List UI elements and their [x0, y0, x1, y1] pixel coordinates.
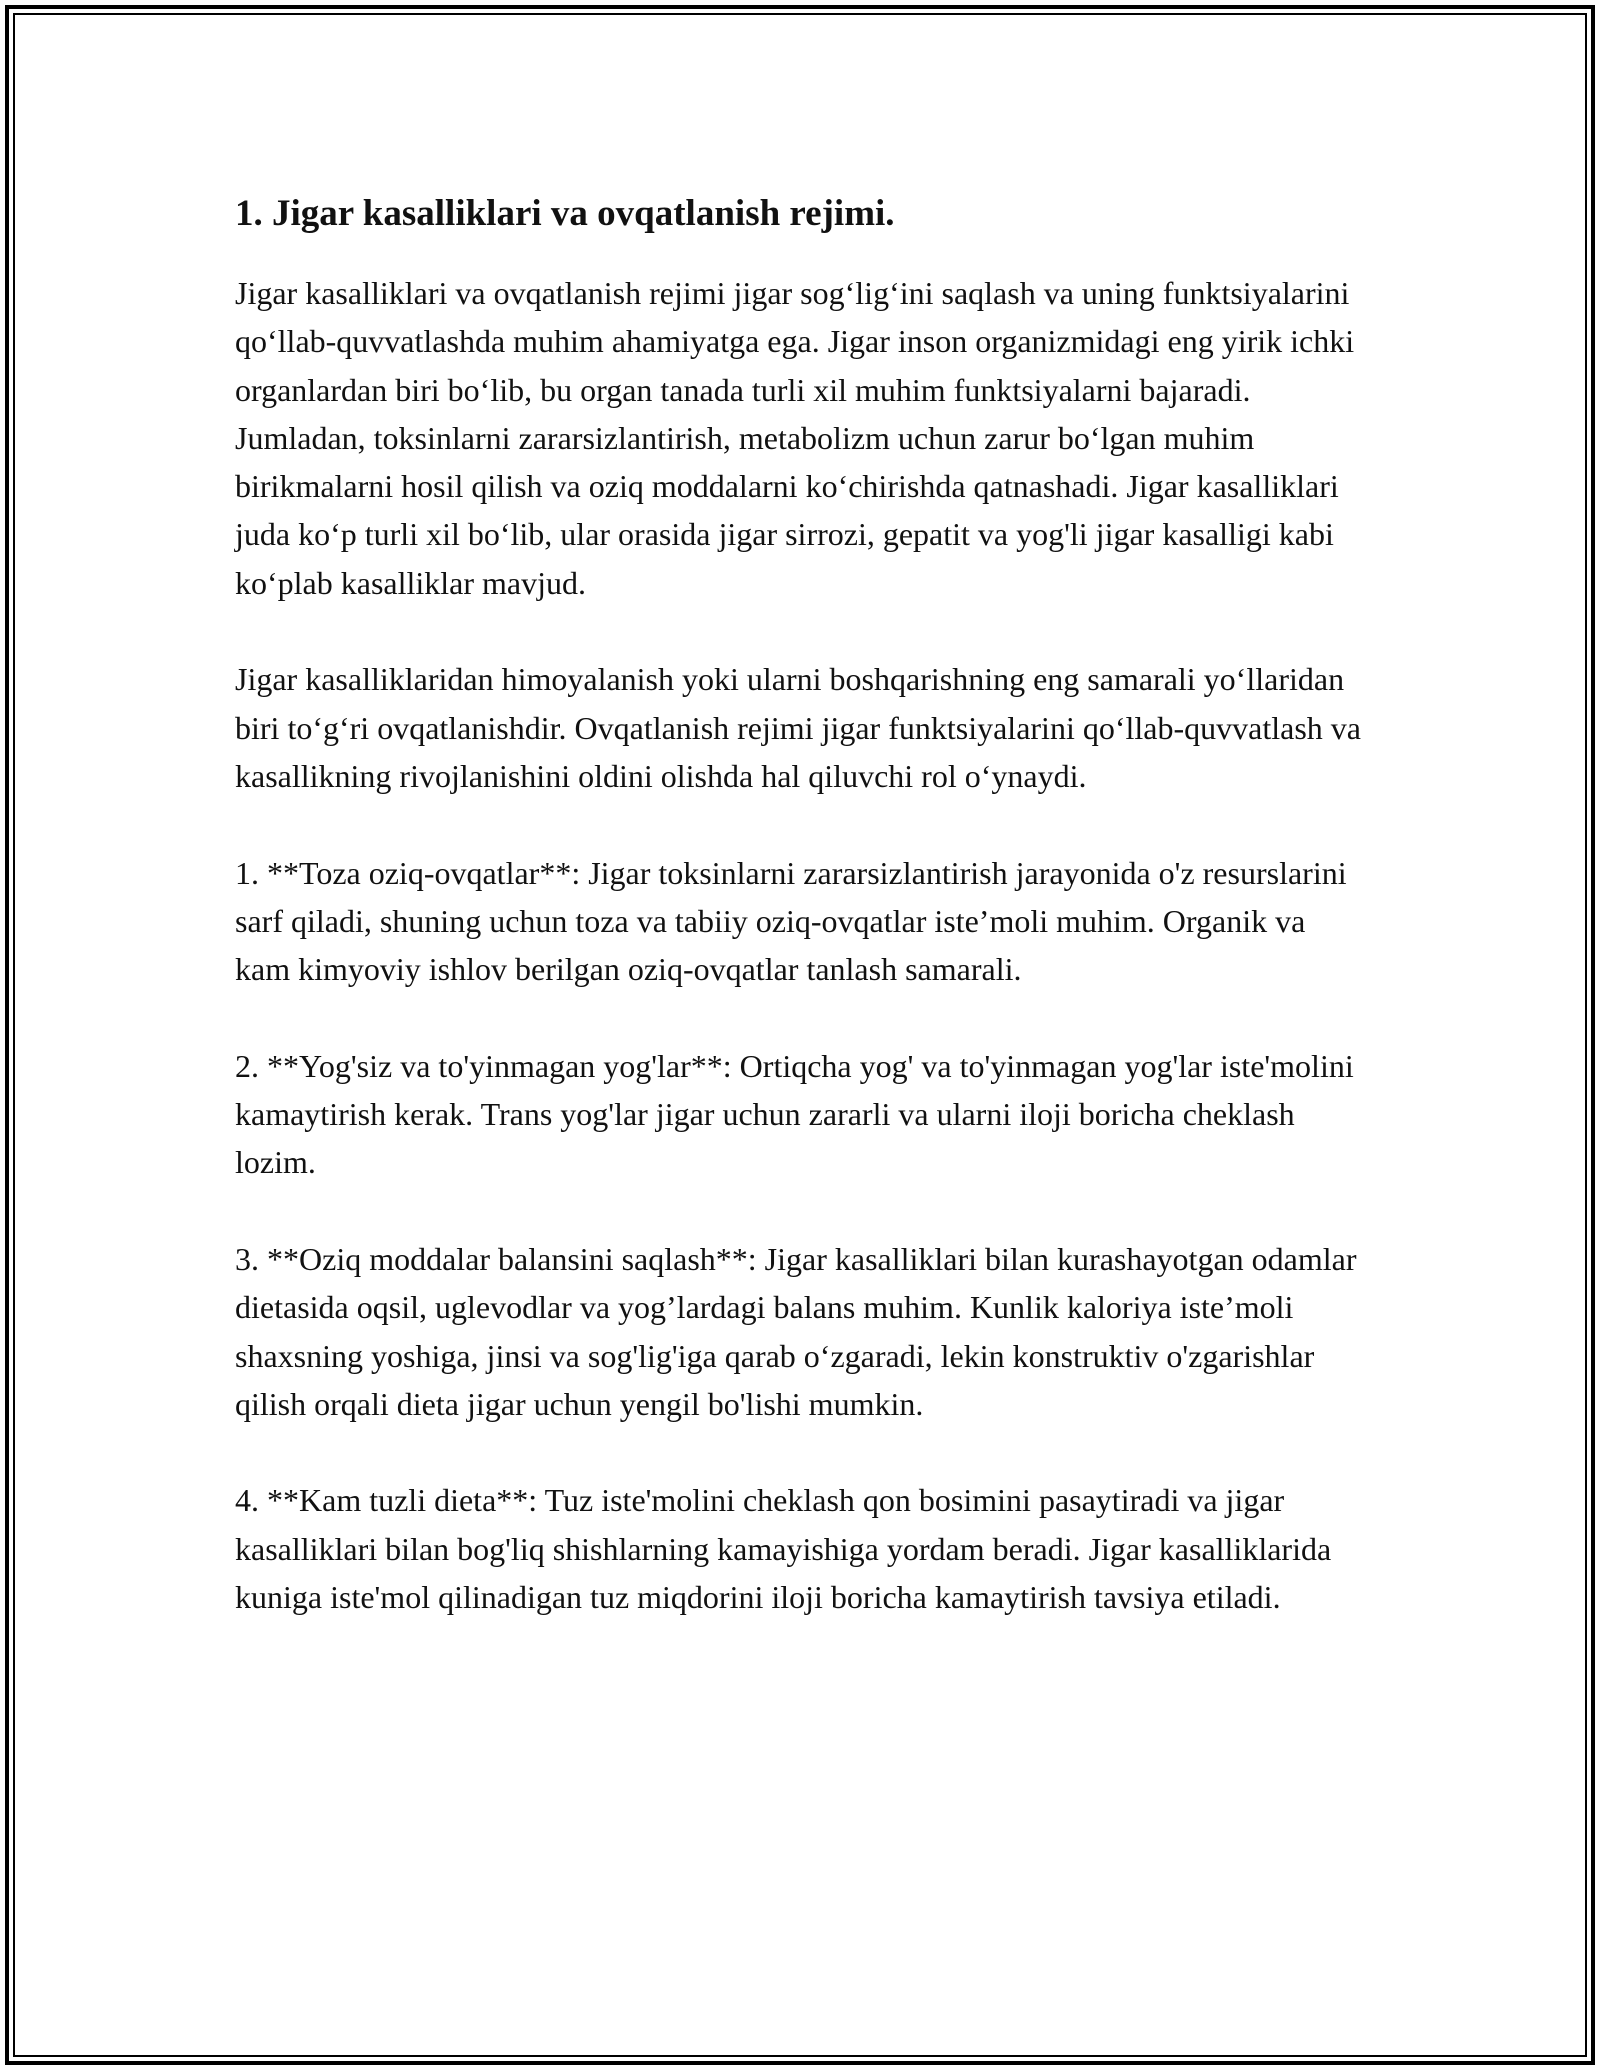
document-body [235, 190, 1365, 1621]
list-item-fats: 2. **Yog'siz va to'yinmagan yog'lar**: Ortiqcha yog' va to'yinmagan yog'lar iste'molini kamaytirish kerak. Trans yog'lar jigar uchun zararli va ularni iloji boricha cheklash lozim. [235, 1047, 1354, 1181]
list-item-clean-food: 1. **Toza oziq-ovqatlar**: Jigar toksinlarni zararsizlantirish jarayonida o'z resurslarini sarf qiladi, shuning uchun toza va tabiiy oziq-ovqatlar iste’moli muhim. Organik va kam kimyoviy ishlov berilgan oziq-ovqatlar tanlash samarali. [235, 854, 1347, 988]
paragraph-nutrition: Jigar kasalliklaridan himoyalanish yoki ularni boshqarishning eng samarali yo‘llaridan biri to‘g‘ri ovqatlanishdir. Ovqatlanish rejimi jigar funktsiyalarini qo‘llab-quvvatlash va kasallikning rivojlanishini oldini olishda hal qiluvchi rol o‘ynaydi. [235, 661, 1361, 794]
document-title: 1. Jigar kasalliklari va ovqatlanish rejimi. [235, 193, 895, 234]
list-item-low-salt: 4. **Kam tuzli dieta**: Tuz iste'molini cheklash qon bosimini pasaytiradi va jigar kasalliklari bilan bog'liq shishlarning kamayishiga yordam beradi. Jigar kasalliklarida kuniga iste'mol qilinadigan tuz miqdorini iloji boricha kamaytirish tavsiya etiladi. [235, 1482, 1332, 1616]
paragraph-intro: Jigar kasalliklari va ovqatlanish rejimi jigar sog‘lig‘ini saqlash va uning funktsiyalarini qo‘llab-quvvatlashda muhim ahamiyatga ega. Jigar inson organizmidagi eng yirik ichki organlardan biri bo‘lib, bu organ tanada turli xil muhim funktsiyalarni bajaradi. Jumladan, toksinlarni zararsizlantirish, metabolizm uchun zarur bo‘lgan muhim birikmalarni hosil qilish va oziq moddalarni ko‘chirishda qatnashadi. Jigar kasalliklari juda ko‘p turli xil bo‘lib, ular orasida jigar sirrozi, gepatit va yog'li jigar kasalligi kabi ko‘plab kasalliklar mavjud. [235, 275, 1355, 601]
list-item-nutrient-balance: 3. **Oziq moddalar balansini saqlash**: Jigar kasalliklari bilan kurashayotgan odamlar dietasida oqsil, uglevodlar va yog’lardagi balans muhim. Kunlik kaloriya iste’moli shaxsning yoshiga, jinsi va sog'lig'iga qarab o‘zgaradi, lekin konstruktiv o'zgarishlar qilish orqali dieta jigar uchun yengil bo'lishi mumkin. [235, 1240, 1357, 1422]
